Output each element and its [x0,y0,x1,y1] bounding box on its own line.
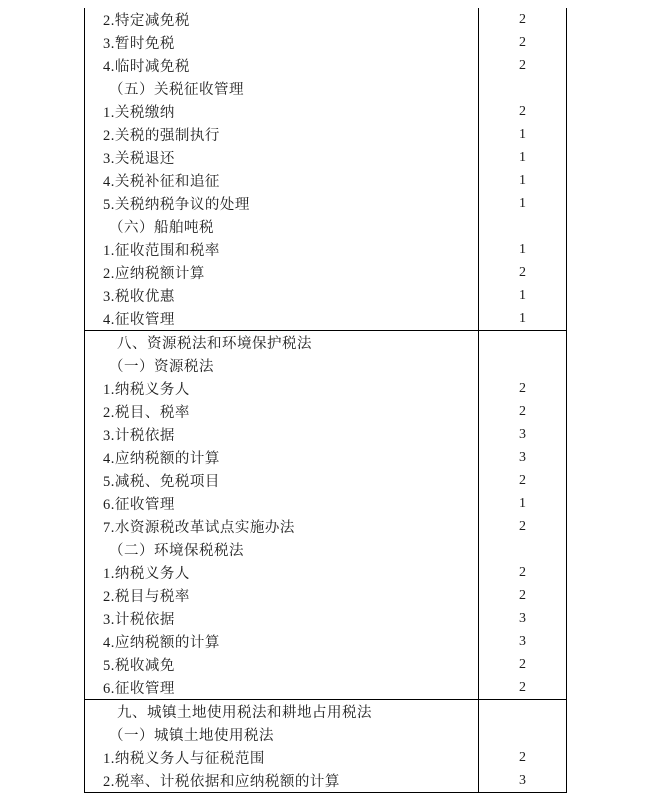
table-section [85,699,566,792]
level-cell: 2 [519,749,526,765]
topic-cell: （一）资源税法 [85,354,479,377]
topic-cell: 1.纳税义务人与征税范围 [85,746,479,769]
topic-cell: 2.税目、税率 [85,400,479,423]
table-section [85,8,566,330]
table-row [85,146,566,169]
level-cell: 2 [519,518,526,534]
table-row [85,469,566,492]
table-row [85,307,566,330]
topic-cell: 3.税收优惠 [85,284,479,307]
table-row [85,8,566,31]
level-cell: 1 [519,172,526,188]
level-cell: 2 [519,472,526,488]
topic-cell: 4.应纳税额的计算 [85,630,479,653]
table-row [85,261,566,284]
table-row [85,746,566,769]
table-row [85,100,566,123]
table-row [85,723,566,746]
topic-cell: 2.税率、计税依据和应纳税额的计算 [85,769,479,792]
level-cell: 2 [519,656,526,672]
syllabus-table [84,8,567,793]
table-row [85,31,566,54]
topic-cell: 4.临时减免税 [85,54,479,77]
level-cell: 1 [519,126,526,142]
level-cell: 2 [519,34,526,50]
topic-cell: 5.关税纳税争议的处理 [85,192,479,215]
level-cell: 1 [519,149,526,165]
table-row [85,123,566,146]
level-cell [479,331,566,354]
level-cell: 2 [519,57,526,73]
topic-cell: 1.征收范围和税率 [85,238,479,261]
table-row [85,653,566,676]
topic-cell: 7.水资源税改革试点实施办法 [85,515,479,538]
table-row [85,215,566,238]
level-cell: 3 [519,449,526,465]
topic-cell: 2.应纳税额计算 [85,261,479,284]
level-cell: 2 [519,403,526,419]
table-section [85,330,566,699]
level-cell: 1 [519,287,526,303]
level-cell: 1 [519,195,526,211]
table-row [85,423,566,446]
topic-cell: 九、城镇土地使用税法和耕地占用税法 [85,700,479,723]
topic-cell: （六）船舶吨税 [85,215,479,238]
topic-cell: 1.关税缴纳 [85,100,479,123]
level-cell: 1 [519,310,526,326]
topic-cell: 3.计税依据 [85,607,479,630]
table-row [85,630,566,653]
table-row [85,676,566,699]
level-cell: 2 [519,264,526,280]
level-cell [479,700,566,723]
level-cell: 1 [519,241,526,257]
topic-cell: （一）城镇土地使用税法 [85,723,479,746]
level-cell: 2 [519,587,526,603]
table-row [85,769,566,792]
level-cell: 2 [519,380,526,396]
level-cell: 2 [519,11,526,27]
table-row [85,77,566,100]
topic-cell: 2.特定减免税 [85,8,479,31]
topic-cell: 八、资源税法和环境保护税法 [85,331,479,354]
table-row [85,400,566,423]
table-row [85,169,566,192]
level-cell: 2 [519,103,526,119]
table-row [85,607,566,630]
table-row [85,192,566,215]
level-cell [479,77,566,100]
table-row [85,446,566,469]
topic-cell: 6.征收管理 [85,676,479,699]
table-row [85,700,566,723]
table-row [85,515,566,538]
topic-cell: 3.计税依据 [85,423,479,446]
table-row [85,284,566,307]
topic-cell: 1.纳税义务人 [85,377,479,400]
table-row [85,561,566,584]
table-row [85,538,566,561]
table-row [85,238,566,261]
topic-cell: 5.税收减免 [85,653,479,676]
level-cell [479,538,566,561]
table-row [85,54,566,77]
level-cell: 1 [519,495,526,511]
topic-cell: （二）环境保税税法 [85,538,479,561]
topic-cell: 3.关税退还 [85,146,479,169]
topic-cell: 2.税目与税率 [85,584,479,607]
level-cell: 2 [519,564,526,580]
topic-cell: 3.暂时免税 [85,31,479,54]
table-row [85,354,566,377]
level-cell [479,215,566,238]
level-cell: 3 [519,426,526,442]
table-row [85,331,566,354]
level-cell: 3 [519,610,526,626]
topic-cell: （五）关税征收管理 [85,77,479,100]
table-row [85,377,566,400]
topic-cell: 4.征收管理 [85,307,479,330]
topic-cell: 5.减税、免税项目 [85,469,479,492]
topic-cell: 6.征收管理 [85,492,479,515]
topic-cell: 1.纳税义务人 [85,561,479,584]
topic-cell: 4.关税补征和追征 [85,169,479,192]
table-row [85,584,566,607]
level-cell: 2 [519,679,526,695]
topic-cell: 2.关税的强制执行 [85,123,479,146]
level-cell: 3 [519,633,526,649]
table-row [85,492,566,515]
level-cell: 3 [519,772,526,788]
topic-cell: 4.应纳税额的计算 [85,446,479,469]
level-cell [479,354,566,377]
level-cell [479,723,566,746]
